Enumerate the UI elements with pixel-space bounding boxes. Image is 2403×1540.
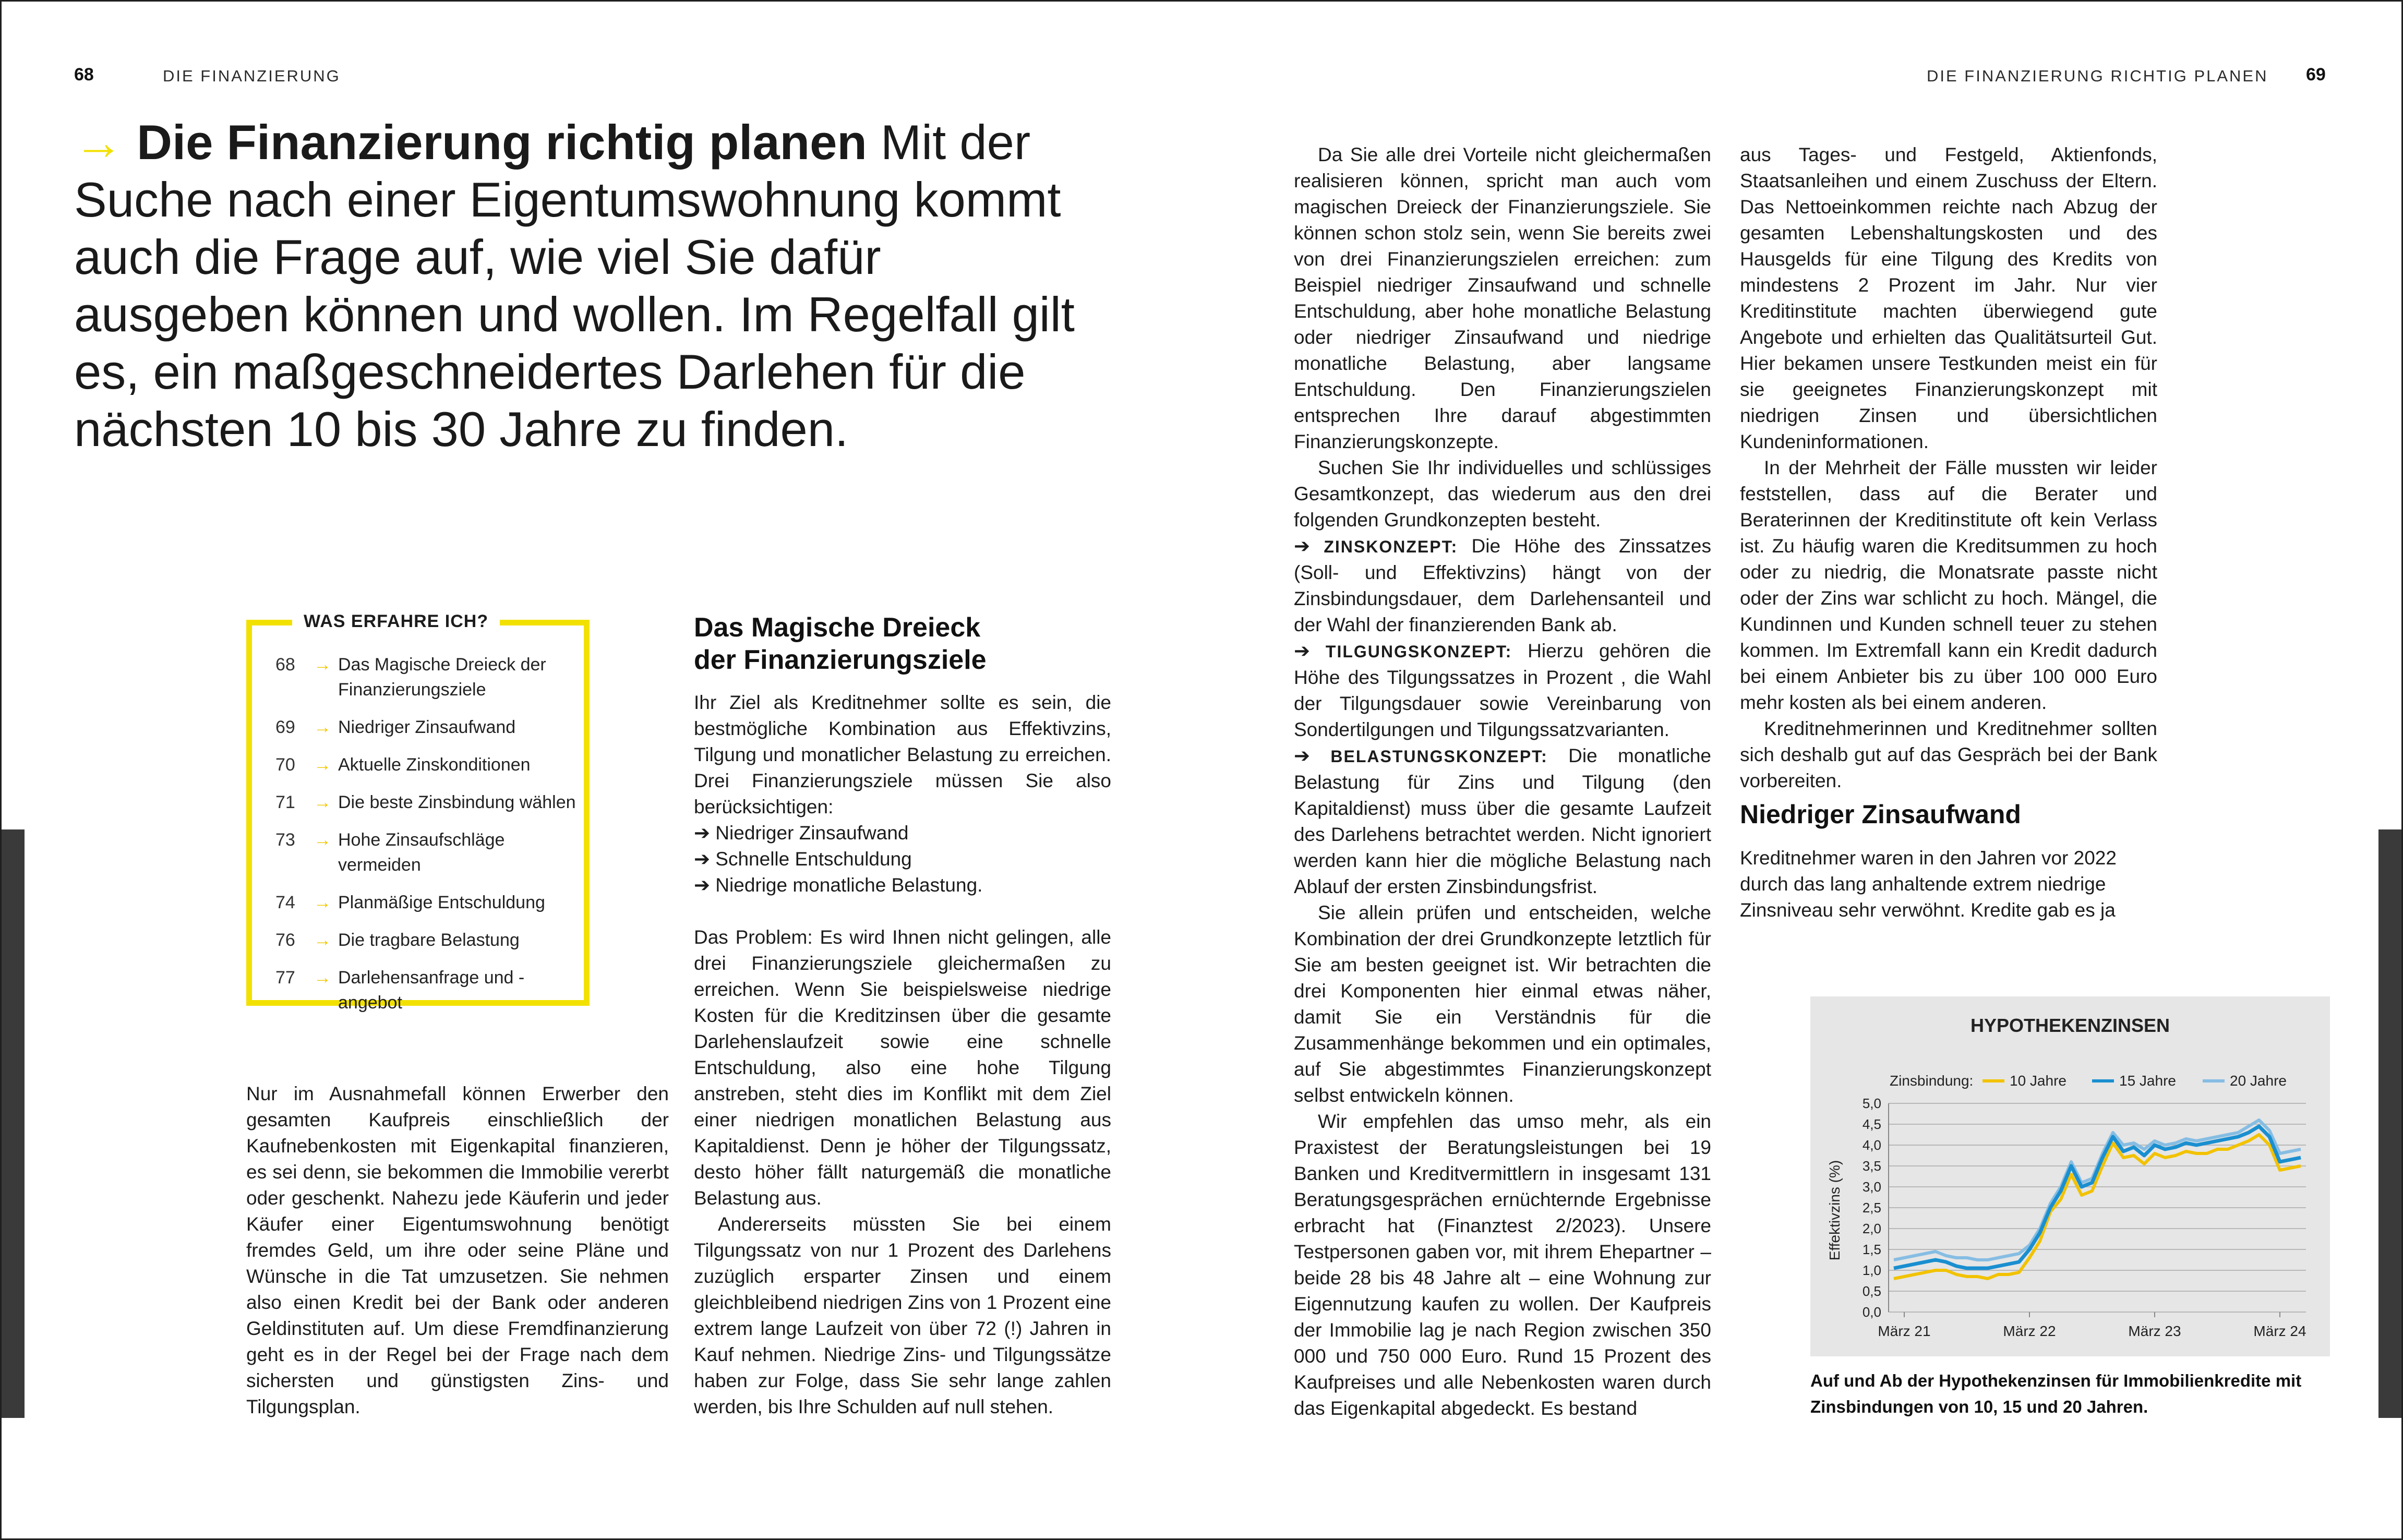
concept-label: BELASTUNGSKONZEPT:: [1330, 747, 1548, 766]
arrow-right-icon: →: [314, 717, 331, 737]
y-tick-label: 1,0: [1862, 1262, 1881, 1278]
y-tick-label: 1,5: [1862, 1242, 1881, 1257]
paragraph: Da Sie alle drei Vorteile nicht gleichermaßen realisieren können, spricht man auch vom magischen Dreieck der Finanzierungsziele. Sie können schon stolz sein, wenn Sie bereits zwei von drei Finanzierungszielen erreichen: zum Beispiel niedriger Zinsaufwand und schnelle Entschuldung, aber hohe monatliche Belastung oder niedriger Zinsaufwand und niedrige monatliche Belastung, aber langsame Entschuldung. Den Finanzierungszielen entsprechen Ihre darauf abgestimmten Finanzierungskonzepte.: [1294, 144, 1711, 452]
toc-label: Das Magische Dreieck der Finanzierungsziele: [338, 655, 546, 700]
bullet-item: [1294, 743, 1711, 900]
left-thumb-tab: [2, 829, 25, 1418]
arrow-right-icon: ➔: [1294, 640, 1311, 661]
toc-item[interactable]: [275, 827, 578, 877]
toc-item[interactable]: [275, 715, 578, 740]
arrow-right-icon: →: [74, 115, 123, 170]
chart-title: HYPOTHEKENZINSEN: [1970, 1015, 2170, 1036]
bullet-item: [694, 872, 1111, 898]
paragraph: Ihr Ziel als Kreditnehmer sollte es sein, die bestmögliche Kombination aus Effektivzins, Tilgung und monatlicher Belastung zu erreichen. Drei Finanzierungsziele müssen Sie also berücksichtigen:: [694, 692, 1111, 817]
toc-page: 69: [275, 717, 295, 737]
y-axis-label: Effektivzins (%): [1827, 1160, 1843, 1261]
paragraph: Wir empfehlen das umso mehr, als ein Praxistest der Beratungsleistungen bei 19 Banken und Kreditvermittlern in insgesamt 131 Beratungsgesprächen ernüchternde Ergebnisse erbracht hat (Finanztest 2/2023). Unsere Testpersonen gaben vor, mit ihrem Ehepartner – beide 28 bis 48 Jahre alt – eine Wohnung zur Eigennutzung kaufen zu wollen. Der Kaufpreis der Immobilie lag je nach Region zwischen 350 000 und 750 000 Euro. Rund 15 Prozent des Kaufpreises und alle Nebenkosten waren durch das Eigenkapital abgedeckt. Es bestand: [1294, 1111, 1711, 1419]
right-thumb-tab: [2378, 829, 2401, 1418]
section-heading-niedriger-zinsaufwand: Niedriger Zinsaufwand: [1740, 800, 2021, 829]
bullet-item: [694, 846, 1111, 872]
legend-label-15: 15 Jahre: [2119, 1073, 2176, 1089]
toc-label: Hohe Zinsaufschläge vermeiden: [338, 830, 505, 875]
toc-page: 70: [275, 755, 295, 775]
arrow-right-icon: →: [314, 655, 331, 675]
paragraph: Suchen Sie Ihr individuelles und schlüssiges Gesamtkonzept, das wiederum aus den drei folgenden Grundkonzepten besteht.: [1294, 457, 1711, 531]
bullet-item: [694, 820, 1111, 846]
lead-paragraph: [74, 114, 1086, 458]
y-tick-label: 2,5: [1862, 1200, 1881, 1216]
y-tick-label: 3,5: [1862, 1158, 1881, 1174]
arrow-right-icon: →: [314, 755, 331, 775]
toc-label: Planmäßige Entschuldung: [338, 893, 545, 912]
toc-page: 76: [275, 930, 295, 950]
paragraph: Das Problem: Es wird Ihnen nicht gelingen, alle drei Finanzierungsziele gleichermaßen zu erreichen. Wenn Sie beispielsweise niedrige Kosten für die Kreditzinsen über die gesamte Darlehenslaufzeit sowie eine schnelle Entschuldung, also eine hohe Tilgung anstreben, steht dies im Konflikt mit dem Ziel einer niedrigen monatlichen Belastung aus Kapitaldienst. Denn je höher der Tilgungssatz, desto höher fällt naturgemäß die monatliche Belastung aus.: [694, 927, 1111, 1209]
lead-text: Mit der Suche nach einer Eigentumswohnung kommt auch die Frage auf, wie viel Sie dafür ausgeben können und wollen. Im Regelfall gilt es, ein maßgeschneidertes Darlehen für die nächsten 10 bis 30 Jahre zu finden.: [74, 115, 1075, 456]
arrow-right-icon: ➔: [1294, 535, 1311, 557]
x-tick-label: März 24: [2253, 1323, 2306, 1339]
body-text-left-col2: [694, 690, 1111, 1420]
y-tick-label: 4,5: [1862, 1116, 1881, 1132]
toc-item[interactable]: [275, 965, 578, 1015]
chart-caption: Auf und Ab der Hypothekenzinsen für Immobilienkredite mit Zinsbindungen von 10, 15 und 20 Jahren.: [1810, 1371, 2302, 1416]
legend-label-20: 20 Jahre: [2230, 1073, 2287, 1089]
arrow-right-icon: →: [314, 893, 331, 912]
section-heading-magisches-dreieck: Das Magische Dreieck der Finanzierungsziele: [694, 612, 987, 675]
body-text-left-col1: Nur im Ausnahmefall können Erwerber den gesamten Kaufpreis einschließlich der Kaufnebenkosten mit Eigenkapital finanzieren, es sei denn, sie bekommen die Immobilie vererbt oder geschenkt. Nahezu jede Käuferin und jeder Käufer einer Eigentumswohnung benötigt fremdes Geld, um ihre oder seine Pläne und Wünsche in die Tat umzusetzen. Sie nehmen also einen Kredit bei der Bank oder anderen Geldinstituten auf. Um diese Fremdfinanzierung geht es in der Regel bei der Frage nach dem sichersten und günstigsten Zins- und Tilgungsplan.: [246, 1083, 669, 1417]
y-tick-label: 5,0: [1862, 1096, 1881, 1111]
bullet-item: [1294, 638, 1711, 743]
arrow-right-icon: →: [314, 792, 331, 812]
right-page-number: 69: [2306, 65, 2326, 85]
y-tick-label: 3,0: [1862, 1179, 1881, 1195]
concept-label: ZINSKONZEPT:: [1324, 537, 1458, 556]
body-text-right-col2: [1740, 142, 2157, 794]
arrow-right-icon: →: [314, 930, 331, 950]
toc-label: Darlehensanfrage und -angebot: [338, 968, 525, 1013]
arrow-right-icon: ➔: [694, 822, 711, 844]
y-tick-label: 2,0: [1862, 1221, 1881, 1236]
legend-title: Zinsbindung:: [1890, 1073, 1974, 1089]
arrow-right-icon: ➔: [1294, 745, 1311, 766]
concept-text: Hierzu gehören die Höhe des Tilgungssatzes in Prozent , die Wahl der Tilgungsdauer sowie Vereinbarung von Sondertilgungen und Tilgungssatzvarianten.: [1294, 640, 1712, 740]
paragraph: aus Tages- und Festgeld, Aktienfonds, Staatsanleihen und einem Zuschuss der Eltern. Das Nettoeinkommen reichte nach Abzug der gesamten Lebenshaltungskosten und des Hausgelds für eine Tilgung des Kredits von mindestens 2 Prozent im Jahr. Nur vier Kreditinstitute machten überwiegend gute Angebote und erhielten das Qualitätsurteil Gut. Hier bekamen unsere Testkunden meist ein für sie geeignetes Finanzierungskonzept mit niedrigen Zinsen und übersichtlichen Kundeninformationen.: [1740, 144, 2157, 452]
arrow-right-icon: ➔: [694, 848, 711, 870]
toc-box-title: WAS ERFAHRE ICH?: [292, 611, 500, 632]
interest-rate-chart: [1810, 996, 2330, 1356]
toc-item[interactable]: [275, 928, 578, 953]
paragraph: In der Mehrheit der Fälle mussten wir leider feststellen, dass auf die Berater und Beraterinnen der Kreditinstitute oft kein Verlass ist. Zu häufig waren die Kreditsummen zu hoch oder zu niedrig, die Monatsrate passte nicht oder der Zins war schlicht zu hoch. Mängel, die Kundinnen und Kunden schnell teuer zu stehen kommen. Im Extremfall kann ein Kredit dadurch bei einem Anbieter bis zu über 100 000 Euro mehr kosten als bei einem anderen.: [1740, 457, 2157, 713]
toc-list: [275, 652, 578, 1028]
body-text-right-col2-b: Kreditnehmer waren in den Jahren vor 2022 durch das lang anhaltende extrem niedrige Zinsniveau sehr verwöhnt. Kredite gab es ja: [1740, 847, 2117, 921]
left-running-head: DIE FINANZIERUNG: [163, 67, 341, 85]
bullet-text: Schnelle Entschuldung: [715, 848, 912, 870]
plot-area: [1863, 1096, 2306, 1339]
lead-title: Die Finanzierung richtig planen: [137, 115, 867, 170]
arrow-right-icon: →: [314, 968, 331, 988]
toc-label: Aktuelle Zinskonditionen: [338, 755, 531, 775]
left-page-number: 68: [74, 65, 94, 85]
bullet-item: [1294, 533, 1711, 638]
y-tick-label: 0,0: [1862, 1304, 1881, 1320]
toc-label: Niedriger Zinsaufwand: [338, 717, 516, 737]
paragraph: Andererseits müssten Sie bei einem Tilgungssatz von nur 1 Prozent des Darlehens zuzüglich ersparter Zinsen und einem gleichbleibend niedrigen Zins von 1 Prozent eine extrem lange Laufzeit von über 72 (!) Jahren in Kauf nehmen. Niedrige Zins- und Tilgungssätze haben zur Folge, dass Sie sehr lange zahlen werden, bis Ihre Schulden auf null stehen.: [694, 1213, 1111, 1417]
arrow-right-icon: →: [314, 830, 331, 850]
toc-page: 77: [275, 968, 295, 988]
toc-page: 71: [275, 792, 295, 812]
x-tick-label: März 22: [2003, 1323, 2056, 1339]
right-running-head: DIE FINANZIERUNG RICHTIG PLANEN: [1927, 67, 2268, 85]
concept-label: TILGUNGSKONZEPT:: [1325, 642, 1512, 661]
bullet-text: Niedrige monatliche Belastung.: [715, 874, 983, 896]
toc-item[interactable]: [275, 752, 578, 777]
y-tick-label: 4,0: [1862, 1137, 1881, 1153]
toc-page: 73: [275, 830, 295, 850]
concept-text: Die Höhe des Zinssatzes (Soll- und Effektivzins) hängt von der Zinsbindungsdauer, dem Darlehensanteil und der Wahl der finanzierenden Bank ab.: [1294, 535, 1711, 635]
series-line-15-jahre: [1894, 1126, 2301, 1268]
toc-label: Die beste Zinsbindung wählen: [338, 792, 576, 812]
x-tick-label: März 21: [1878, 1323, 1931, 1339]
toc-page: 68: [275, 655, 295, 675]
y-tick-label: 0,5: [1862, 1283, 1881, 1299]
paragraph: Kreditnehmerinnen und Kreditnehmer sollten sich deshalb gut auf das Gespräch bei der Bank vorbereiten.: [1740, 718, 2157, 791]
concept-text: Die monatliche Belastung für Zins und Tilgung (den Kapitaldienst) muss über die gesamte Laufzeit des Darlehens betrachtet werden. Nicht ignoriert werden kann hier die mögliche Belastung nach Ablauf der ersten Zinsbindungsfrist.: [1294, 745, 1711, 897]
x-tick-label: März 23: [2128, 1323, 2181, 1339]
toc-label: Die tragbare Belastung: [338, 930, 520, 950]
arrow-right-icon: ➔: [694, 874, 711, 896]
toc-item[interactable]: [275, 890, 578, 915]
paragraph: Sie allein prüfen und entscheiden, welche Kombination der drei Grundkonzepte letztlich für Sie am besten geeignet ist. Wir betrachten die drei Komponenten hier einmal etwas näher, damit Sie ein Verständnis für die Zusammenhänge bekommen und ein optimales, auf Sie abgestimmtes Finanzierungskonzept selbst entwickeln können.: [1294, 902, 1711, 1106]
toc-item[interactable]: [275, 790, 578, 815]
series-line-20-jahre: [1894, 1120, 2301, 1260]
legend-label-10: 10 Jahre: [2010, 1073, 2066, 1089]
toc-page: 74: [275, 893, 295, 912]
toc-item[interactable]: [275, 652, 578, 702]
body-text-right-col1: [1294, 142, 1711, 1422]
bullet-text: Niedriger Zinsaufwand: [715, 822, 909, 844]
